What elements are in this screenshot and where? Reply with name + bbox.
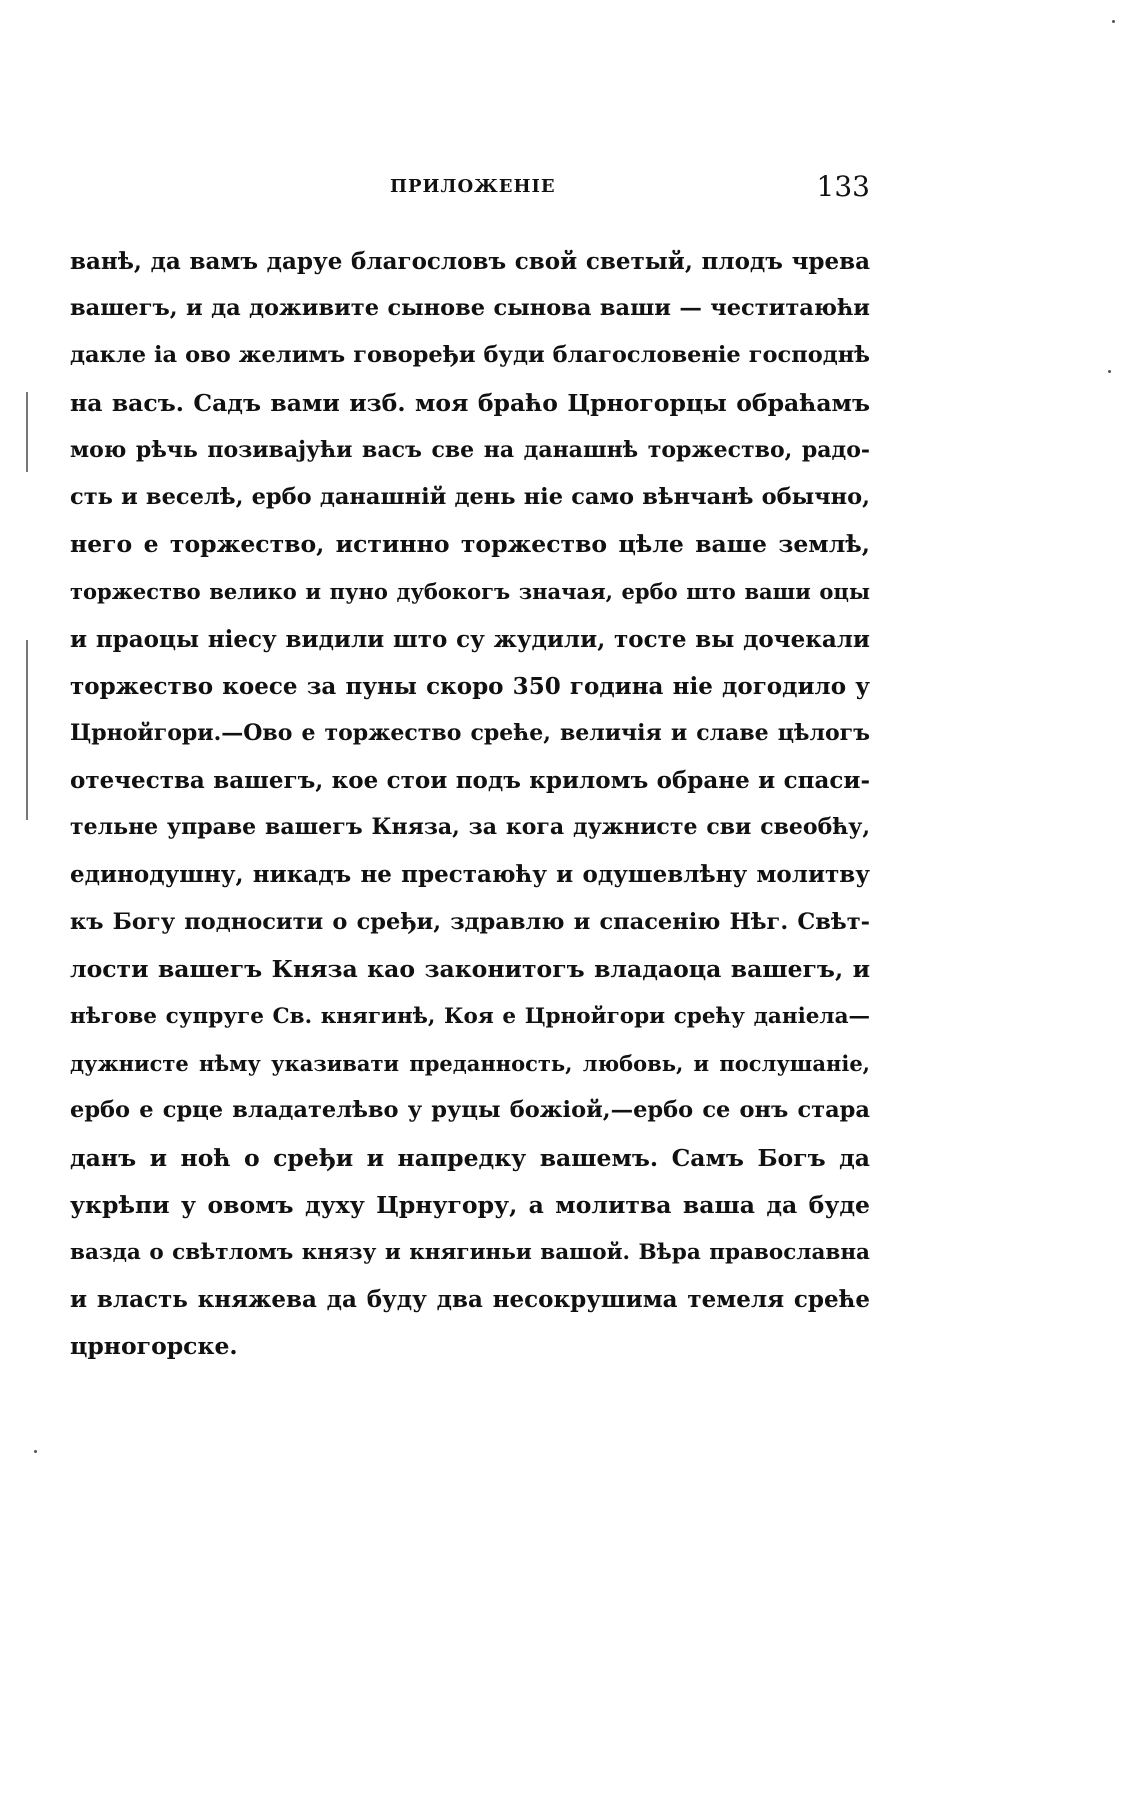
text-line: укрѣпи у овомъ духу Црнугору, а молитва ваша да буде	[70, 1190, 870, 1219]
text-line: мою рѣчь позивајући васъ све на данашнѣ торжество, радо-	[70, 436, 870, 463]
text-line: дужнисте нѣму указивати преданность, любовь, и послушаніе,	[70, 1051, 870, 1077]
running-title: ПРИЛОЖЕНІЕ	[390, 176, 556, 197]
text-line: торжество велико и пуно дубокогъ значая, ербо што ваши оцы	[70, 579, 870, 605]
text-line: къ Богу подносити о сређи, здравлю и спасенію Нѣг. Свѣт-	[70, 908, 870, 935]
text-line: единодушну, никадъ не престаюћу и одушевлѣну молитву	[70, 861, 870, 889]
text-line: и власть княжева да буду два несокрушима темеля среће	[70, 1286, 870, 1314]
text-line: ербо е срце владателѣво у руцы божіой,—ербо се онъ стара	[70, 1097, 870, 1124]
text-line: лости вашегъ Княза као законитогъ владаоца вашегъ, и	[70, 954, 870, 983]
page-number: 133	[816, 170, 870, 203]
scan-speck	[1112, 20, 1115, 23]
text-line: Црнойгори.—Ово е торжество среће, величія и славе цѣлогъ	[70, 719, 870, 746]
text-line: данъ и ноћ о сређи и напредку вашемъ. Самъ Богъ да	[70, 1143, 870, 1172]
body-text	[70, 238, 870, 1371]
text-line: вашегъ, и да доживите сынове сынова ваши — честитаюћи	[70, 295, 870, 322]
scan-speck	[34, 1450, 37, 1453]
text-line: отечества вашегъ, кое стои подъ криломъ обране и спаси-	[70, 767, 870, 795]
text-line: вазда о свѣтломъ князу и княгиньи вашой. Вѣра православна	[70, 1239, 870, 1265]
text-line: него е торжество, истинно торжество цѣле ваше землѣ,	[70, 530, 870, 559]
margin-scan-mark	[26, 392, 28, 472]
text-line-last: црногорске.	[70, 1332, 238, 1361]
text-line: нѣгове супруге Св. княгинѣ, Коя е Црнойгори срећу даніела—	[70, 1004, 870, 1029]
running-header	[70, 172, 870, 212]
text-line: на васъ. Садъ вами изб. моя браћо Црногорцы обраћамъ	[70, 388, 870, 417]
text-line: дакле іа ово желимъ говоређи буди благословеніе господнѣ	[70, 342, 870, 369]
scan-speck	[1108, 370, 1111, 373]
text-line: тельне управе вашегъ Княза, за кога дужнисте сви свеобћу,	[70, 814, 870, 841]
text-line: ванѣ, да вамъ даруе благословъ свой светый, плодъ чрева	[70, 248, 870, 275]
text-line: сть и веселѣ, ербо данашній день ніе само вѣнчанѣ обычно,	[70, 483, 870, 510]
margin-scan-mark	[26, 640, 28, 820]
text-line: и праоцы ніесу видили што су жудили, тосте вы дочекали	[70, 625, 870, 653]
text-line: торжество коесе за пуны скоро 350 година ніе догодило у	[70, 672, 870, 700]
